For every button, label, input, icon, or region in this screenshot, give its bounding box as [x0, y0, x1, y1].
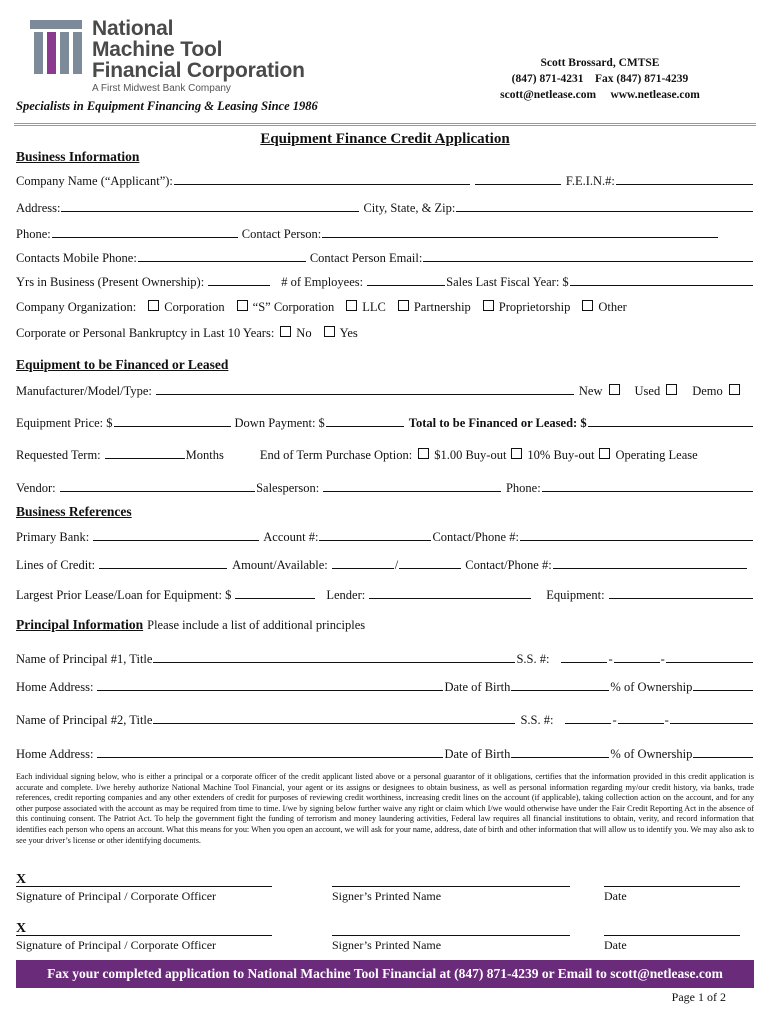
label-primary-bank: Primary Bank: — [16, 530, 90, 544]
date-block-1 — [604, 870, 740, 904]
page-number: Page 1 of 2 — [671, 990, 726, 1004]
checkbox-corporation[interactable] — [148, 300, 159, 311]
option-partnership: Partnership — [413, 300, 471, 314]
footer-banner: Fax your completed application to National Machine Tool Financial at (847) 871-4239 or Email to scott@netlease.com — [16, 960, 754, 988]
contact-block — [470, 55, 730, 103]
signature-x-2: X — [16, 921, 27, 936]
signature-x-1: X — [16, 872, 27, 887]
signature-line-1[interactable] — [16, 870, 272, 887]
label-end-of-term: End of Term Purchase Option: — [259, 448, 413, 462]
field-company-name[interactable] — [174, 173, 470, 185]
field-ss-2a[interactable] — [565, 712, 611, 724]
row-contacts-mobile — [16, 250, 754, 266]
row-company-organization — [16, 300, 754, 315]
caption-officer-2: Signature of Principal / Corporate Officer — [16, 938, 217, 952]
field-address[interactable] — [61, 200, 359, 212]
label-ownership-1: % of Ownership — [610, 680, 693, 694]
checkbox-bankruptcy-yes[interactable] — [324, 326, 335, 337]
signature-line-2[interactable] — [16, 919, 272, 936]
field-equipment-ref[interactable] — [609, 587, 753, 599]
row-requested-term — [16, 447, 754, 463]
field-lender[interactable] — [369, 587, 531, 599]
field-employees[interactable] — [367, 274, 445, 286]
label-fein: F.E.I.N.#: — [565, 174, 615, 188]
field-ss-1b[interactable] — [614, 651, 660, 663]
label-lines-of-credit: Lines of Credit: — [16, 558, 96, 572]
label-vendor: Vendor: — [16, 481, 56, 495]
company-logo-text — [92, 18, 305, 81]
label-dob-2: Date of Birth — [444, 747, 511, 761]
dash: - — [608, 652, 613, 666]
field-lines-of-credit[interactable] — [99, 557, 227, 569]
form-title: Equipment Finance Credit Application — [260, 131, 510, 147]
field-vendor[interactable] — [60, 480, 255, 492]
field-salesperson[interactable] — [323, 480, 501, 492]
label-salesperson: Salesperson: — [256, 481, 320, 495]
option-llc: LLC — [362, 300, 386, 314]
field-vendor-phone[interactable] — [542, 480, 753, 492]
logo-line-3: Financial Corporation — [92, 59, 305, 82]
field-manufacturer[interactable] — [156, 383, 574, 395]
row-yrs-in-business — [16, 274, 754, 290]
label-dob-1: Date of Birth — [444, 680, 511, 694]
logo-mark — [30, 20, 82, 74]
field-dob-1[interactable] — [511, 679, 609, 691]
caption-date-1: Date — [604, 889, 627, 903]
contact-web: scott@netlease.com www.netlease.com — [500, 89, 700, 101]
contact-phone: (847) 871-4231 Fax (847) 871-4239 — [511, 73, 689, 85]
label-new: New — [578, 384, 603, 398]
date-block-2 — [604, 919, 740, 953]
label-used: Used — [634, 384, 661, 398]
label-contact-email: Contact Person Email: — [309, 251, 423, 265]
checkbox-partnership[interactable] — [398, 300, 409, 311]
row-bankruptcy — [16, 326, 754, 341]
label-requested-term: Requested Term: — [16, 448, 101, 462]
label-account: Account #: — [263, 530, 319, 544]
label-home-address-2: Home Address: — [16, 747, 94, 761]
logo-line-2: Machine Tool — [92, 38, 223, 61]
label-company-name: Company Name (“Applicant”): — [16, 174, 173, 188]
section-equipment: Equipment to be Financed or Leased — [16, 357, 229, 372]
row-company-name — [16, 173, 754, 189]
dash: - — [660, 652, 665, 666]
field-sales[interactable] — [570, 274, 753, 286]
option-yes: Yes — [339, 326, 358, 340]
field-contact-email[interactable] — [423, 250, 753, 262]
row-vendor — [16, 480, 754, 496]
field-contacts-mobile[interactable] — [138, 250, 306, 262]
field-city-state-zip[interactable] — [456, 200, 753, 212]
label-total-financed: Total to be Financed or Leased: $ — [408, 416, 587, 430]
field-requested-term[interactable] — [105, 447, 185, 459]
field-contact-person[interactable] — [322, 226, 718, 238]
field-ss-2b[interactable] — [618, 712, 664, 724]
label-demo: Demo — [692, 384, 723, 398]
field-largest-prior[interactable] — [235, 587, 315, 599]
label-sales: Sales Last Fiscal Year: $ — [446, 275, 569, 289]
row-principal-heading — [16, 617, 754, 633]
checkbox-proprietorship[interactable] — [483, 300, 494, 311]
caption-officer-1: Signature of Principal / Corporate Officer — [16, 889, 217, 903]
row-primary-bank — [16, 529, 754, 545]
tagline: Specialists in Equipment Financing & Leasing Since 1986 — [16, 99, 318, 113]
label-down-payment: Down Payment: $ — [234, 416, 325, 430]
label-amount-available: Amount/Available: — [232, 558, 328, 572]
label-contact-person: Contact Person: — [241, 227, 322, 241]
field-home-address-1[interactable] — [97, 679, 443, 691]
label-lender: Lender: — [326, 588, 366, 602]
principal-note: Please include a list of additional principles — [147, 618, 366, 632]
field-ownership-2[interactable] — [693, 746, 753, 758]
checkbox-1-buyout[interactable] — [418, 448, 429, 459]
field-ss-1c[interactable] — [666, 651, 753, 663]
checkbox-operating-lease[interactable] — [599, 448, 610, 459]
label-company-organization: Company Organization: — [16, 300, 137, 314]
label-manufacturer: Manufacturer/Model/Type: — [16, 384, 152, 398]
contact-name: Scott Brossard, CMTSE — [540, 57, 660, 69]
field-fein[interactable] — [616, 173, 753, 185]
label-principal-2-name: Name of Principal #2, Title — [16, 713, 153, 727]
field-available[interactable] — [399, 557, 461, 569]
field-principal-2-name[interactable] — [153, 712, 515, 724]
checkbox-s-corporation[interactable] — [237, 300, 248, 311]
printed-name-block-1 — [332, 870, 570, 904]
label-largest-prior: Largest Prior Lease/Loan for Equipment: $ — [16, 588, 232, 602]
label-phone: Phone: — [16, 227, 51, 241]
label-contact-phone-2: Contact/Phone #: — [465, 558, 552, 572]
option-no: No — [296, 326, 312, 340]
field-total-financed[interactable] — [588, 415, 753, 427]
field-phone[interactable] — [52, 226, 238, 238]
checkbox-used[interactable] — [666, 384, 677, 395]
row-equipment-price — [16, 415, 754, 431]
row-address — [16, 200, 754, 216]
row-home-address-1 — [16, 679, 754, 695]
logo-line-1: National — [92, 17, 174, 40]
field-equipment-price[interactable] — [114, 415, 231, 427]
caption-printed-2: Signer’s Printed Name — [332, 938, 442, 952]
field-contact-phone[interactable] — [520, 529, 753, 541]
label-contacts-mobile: Contacts Mobile Phone: — [16, 251, 137, 265]
logo-subtitle: A First Midwest Bank Company — [92, 83, 231, 94]
label-employees: # of Employees: — [281, 275, 364, 289]
slash-separator: / — [394, 558, 399, 572]
header-divider — [14, 123, 756, 126]
field-down-payment[interactable] — [326, 415, 404, 427]
section-business-information: Business Information — [16, 149, 140, 164]
field-principal-1-name[interactable] — [153, 651, 515, 663]
signature-block-1 — [16, 870, 272, 904]
printed-name-line-2[interactable] — [332, 919, 570, 936]
section-business-references: Business References — [16, 504, 132, 519]
label-ss-1: S.S. #: — [516, 652, 550, 666]
date-line-2[interactable] — [604, 919, 740, 936]
legal-disclaimer: Each individual signing below, who is either a principal or a corporate officer of the credit applicant listed above or a personal guarantor of it obligations, certifies that the information provided in this credit application is accurate and complete. I/we hereby authorize National Machine Tool Financial, your agent or its assigns or designees to obtain business, as well as personal information regarding my/our credit history, via banks, trade references, credit reporting companies and any other extenders of credit for purposes of reviewing credit worthiness, increasing credit lines on the account (if applicable), taking collection action on the account, and for any other purpose associated with the account as may be required from time to time. I/we by signing below further waive any right or claim which I/we would otherwise have under the Fair Credit Reporting Act in the absence of this continuing consent. The Patriot Act. To help the government fight the funding of terrorism and money laundering activities, Federal law requires all financial institutions to obtain, verity, and record information that identifies each person who opens an account. What this means for you: When you open an account, we will ask for your name, address, date of birth and other information that will allow us to identify you. We may also ask to see your driver’s license or other identifying documents. — [16, 772, 754, 845]
checkbox-demo[interactable] — [729, 384, 740, 395]
printed-name-line-1[interactable] — [332, 870, 570, 887]
field-home-address-2[interactable] — [97, 746, 443, 758]
dash: - — [664, 713, 669, 727]
option-1-buyout: $1.00 Buy-out — [434, 448, 507, 462]
field-ownership-1[interactable] — [693, 679, 753, 691]
field-yrs-in-business[interactable] — [208, 274, 270, 286]
label-yrs-in-business: Yrs in Business (Present Ownership): — [16, 275, 205, 289]
option-corporation: Corporation — [164, 300, 225, 314]
field-account[interactable] — [319, 529, 431, 541]
label-contact-phone: Contact/Phone #: — [432, 530, 519, 544]
field-company-name-extra[interactable] — [475, 173, 561, 185]
field-contact-phone-2[interactable] — [553, 557, 747, 569]
option-proprietorship: Proprietorship — [498, 300, 571, 314]
row-largest-prior — [16, 587, 754, 603]
option-other: Other — [598, 300, 627, 314]
option-operating-lease: Operating Lease — [615, 448, 698, 462]
label-bankruptcy: Corporate or Personal Bankruptcy in Last 10 Years: — [16, 326, 275, 340]
signature-block-2 — [16, 919, 272, 953]
option-10-buyout: 10% Buy-out — [527, 448, 595, 462]
caption-date-2: Date — [604, 938, 627, 952]
row-manufacturer — [16, 383, 754, 399]
label-equipment-price: Equipment Price: $ — [16, 416, 113, 430]
field-dob-2[interactable] — [511, 746, 609, 758]
checkbox-bankruptcy-no[interactable] — [280, 326, 291, 337]
field-primary-bank[interactable] — [93, 529, 259, 541]
label-ownership-2: % of Ownership — [610, 747, 693, 761]
checkbox-other[interactable] — [582, 300, 593, 311]
checkbox-new[interactable] — [609, 384, 620, 395]
printed-name-block-2 — [332, 919, 570, 953]
row-lines-of-credit — [16, 557, 754, 573]
label-address: Address: — [16, 201, 61, 215]
field-ss-1a[interactable] — [561, 651, 607, 663]
label-months: Months — [185, 448, 224, 462]
field-amount[interactable] — [332, 557, 394, 569]
label-ss-2: S.S. #: — [520, 713, 554, 727]
caption-printed-1: Signer’s Printed Name — [332, 889, 442, 903]
dash: - — [612, 713, 617, 727]
row-principal-1-name — [16, 651, 754, 667]
date-line-1[interactable] — [604, 870, 740, 887]
field-ss-2c[interactable] — [670, 712, 753, 724]
row-principal-2-name — [16, 712, 754, 728]
label-principal-1-name: Name of Principal #1, Title — [16, 652, 153, 666]
label-vendor-phone: Phone: — [505, 481, 541, 495]
label-equipment-ref: Equipment: — [546, 588, 605, 602]
label-home-address-1: Home Address: — [16, 680, 94, 694]
option-s-corporation: “S” Corporation — [252, 300, 335, 314]
section-principal-information: Principal Information — [16, 617, 144, 632]
checkbox-llc[interactable] — [346, 300, 357, 311]
row-home-address-2 — [16, 746, 754, 762]
checkbox-10-buyout[interactable] — [511, 448, 522, 459]
label-city-state-zip: City, State, & Zip: — [363, 201, 456, 215]
row-phone — [16, 226, 754, 242]
